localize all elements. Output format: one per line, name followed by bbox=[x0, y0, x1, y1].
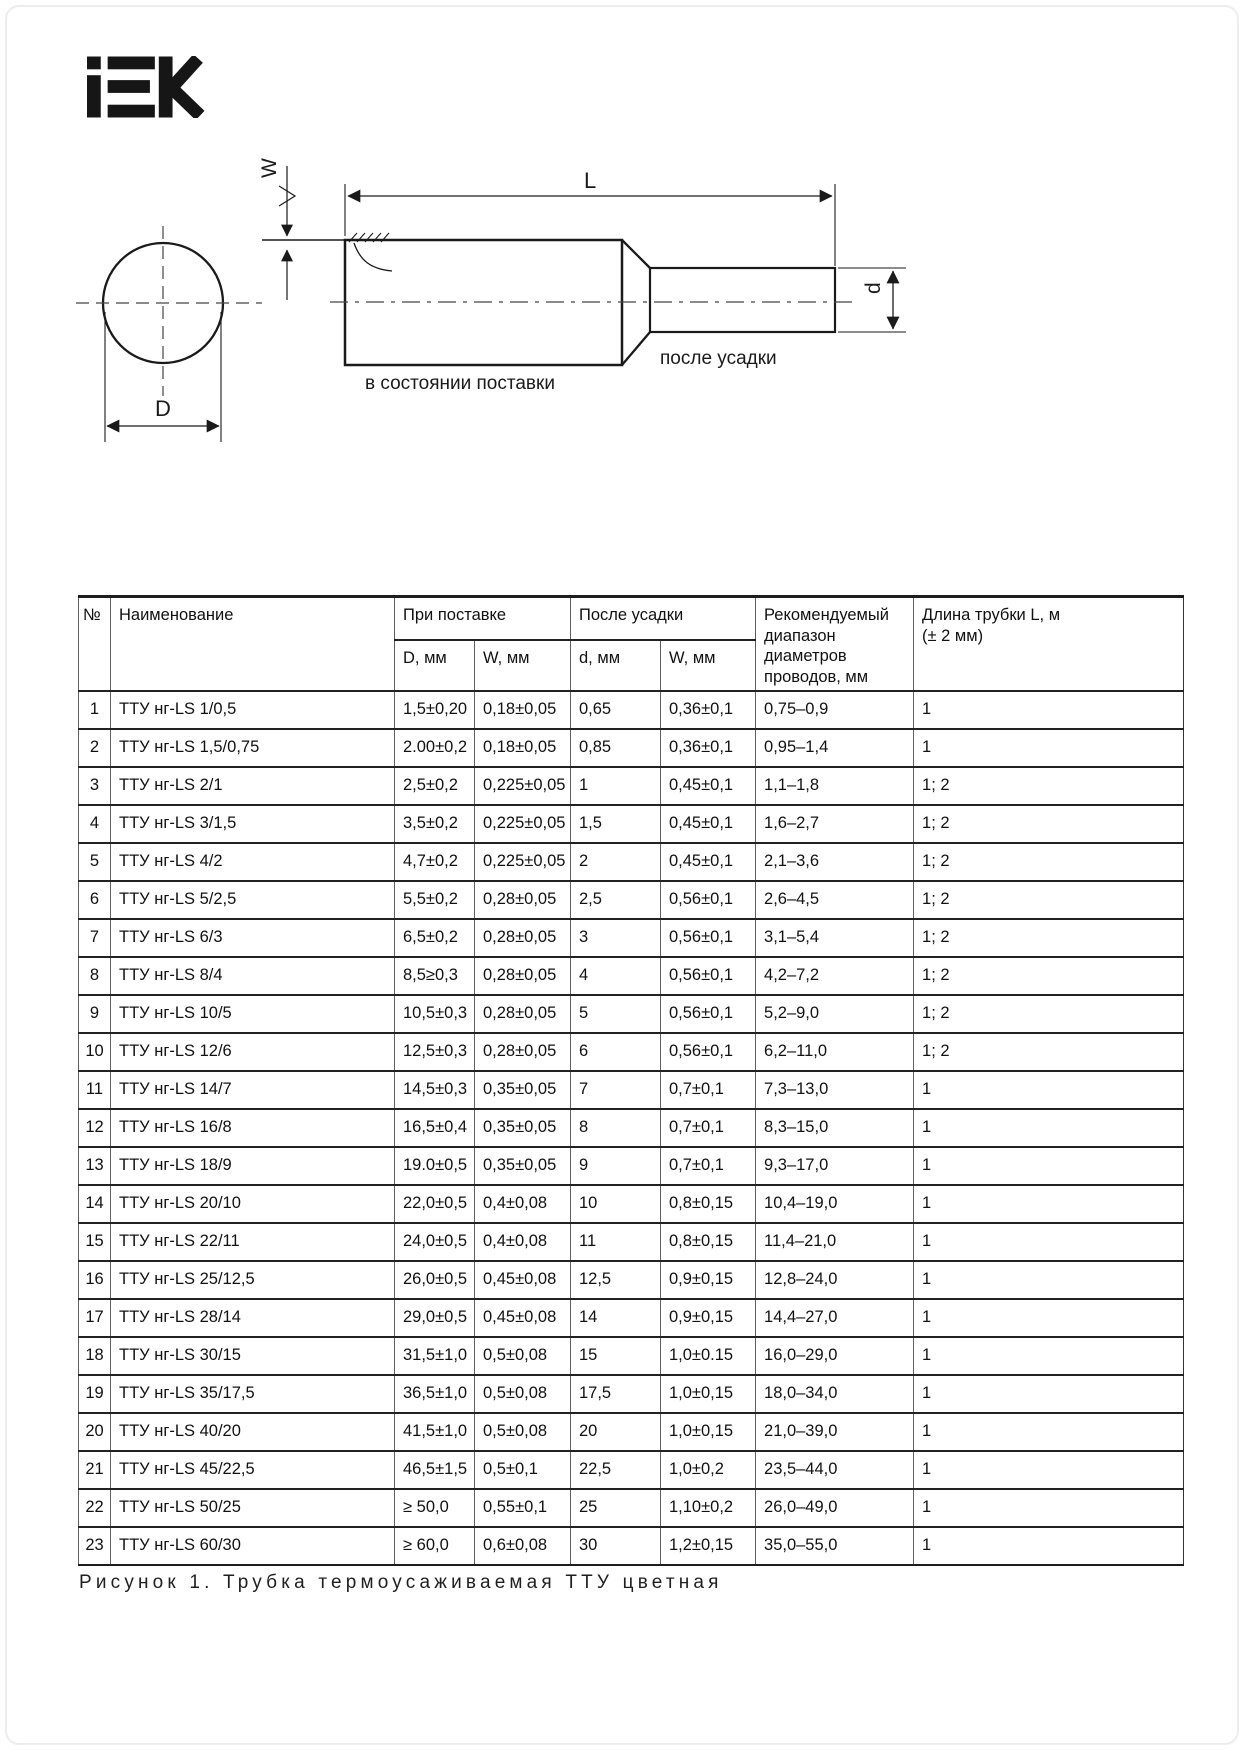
cell-num: 3 bbox=[79, 767, 111, 805]
cell-D-supply: ≥ 60,0 bbox=[395, 1527, 475, 1565]
cell-name: ТТУ нг-LS 12/6 bbox=[111, 1033, 395, 1071]
cell-range: 14,4–27,0 bbox=[756, 1299, 914, 1337]
cell-name: ТТУ нг-LS 4/2 bbox=[111, 843, 395, 881]
cell-D-supply: 36,5±1,0 bbox=[395, 1375, 475, 1413]
cell-name: ТТУ нг-LS 50/25 bbox=[111, 1489, 395, 1527]
dim-L bbox=[345, 184, 835, 266]
cell-name: ТТУ нг-LS 6/3 bbox=[111, 919, 395, 957]
cell-D-supply: 6,5±0,2 bbox=[395, 919, 475, 957]
cell-length: 1 bbox=[914, 1261, 1184, 1299]
cell-length: 1 bbox=[914, 729, 1184, 767]
cell-num: 14 bbox=[79, 1185, 111, 1223]
cell-range: 2,1–3,6 bbox=[756, 843, 914, 881]
cell-length: 1; 2 bbox=[914, 843, 1184, 881]
table-row bbox=[79, 1527, 1184, 1565]
table-row bbox=[79, 919, 1184, 957]
cell-name: ТТУ нг-LS 1/0,5 bbox=[111, 691, 395, 729]
cell-range: 12,8–24,0 bbox=[756, 1261, 914, 1299]
cell-name: ТТУ нг-LS 5/2,5 bbox=[111, 881, 395, 919]
end-view-circle bbox=[76, 226, 262, 442]
figure-caption: Рисунок 1. Трубка термоусаживаемая ТТУ цветная bbox=[79, 1572, 723, 1593]
table-row bbox=[79, 1337, 1184, 1375]
cell-range: 0,75–0,9 bbox=[756, 691, 914, 729]
cell-range: 1,1–1,8 bbox=[756, 767, 914, 805]
cell-W-after: 0,56±0,1 bbox=[661, 957, 756, 995]
cell-name: ТТУ нг-LS 1,5/0,75 bbox=[111, 729, 395, 767]
cell-W-supply: 0,225±0,05 bbox=[475, 843, 571, 881]
cell-length: 1 bbox=[914, 1489, 1184, 1527]
cell-length: 1 bbox=[914, 1527, 1184, 1565]
cell-num: 10 bbox=[79, 1033, 111, 1071]
cell-d-after: 14 bbox=[571, 1299, 661, 1337]
tube-drawing bbox=[0, 150, 1244, 480]
col-header-num: № bbox=[79, 597, 111, 691]
cell-W-after: 0,45±0,1 bbox=[661, 843, 756, 881]
dim-label-d: d bbox=[862, 282, 885, 294]
cell-W-after: 0,36±0,1 bbox=[661, 691, 756, 729]
cell-D-supply: 3,5±0,2 bbox=[395, 805, 475, 843]
cell-d-after: 22,5 bbox=[571, 1451, 661, 1489]
table-row bbox=[79, 1489, 1184, 1527]
cell-length: 1; 2 bbox=[914, 995, 1184, 1033]
cell-num: 11 bbox=[79, 1071, 111, 1109]
cell-W-supply: 0,5±0,08 bbox=[475, 1337, 571, 1375]
cell-D-supply: 24,0±0,5 bbox=[395, 1223, 475, 1261]
cell-W-supply: 0,225±0,05 bbox=[475, 805, 571, 843]
cell-D-supply: 29,0±0,5 bbox=[395, 1299, 475, 1337]
cell-name: ТТУ нг-LS 16/8 bbox=[111, 1109, 395, 1147]
iek-logo bbox=[87, 56, 205, 118]
cell-num: 1 bbox=[79, 691, 111, 729]
cell-num: 9 bbox=[79, 995, 111, 1033]
cell-range: 3,1–5,4 bbox=[756, 919, 914, 957]
cell-num: 12 bbox=[79, 1109, 111, 1147]
cell-W-after: 0,7±0,1 bbox=[661, 1147, 756, 1185]
cell-length: 1; 2 bbox=[914, 919, 1184, 957]
table-row bbox=[79, 1185, 1184, 1223]
cell-W-after: 0,8±0,15 bbox=[661, 1185, 756, 1223]
table-row bbox=[79, 1261, 1184, 1299]
cell-D-supply: 12,5±0,3 bbox=[395, 1033, 475, 1071]
cell-num: 5 bbox=[79, 843, 111, 881]
cell-name: ТТУ нг-LS 28/14 bbox=[111, 1299, 395, 1337]
cell-num: 4 bbox=[79, 805, 111, 843]
cell-W-supply: 0,35±0,05 bbox=[475, 1109, 571, 1147]
cell-d-after: 1 bbox=[571, 767, 661, 805]
cell-D-supply: 22,0±0,5 bbox=[395, 1185, 475, 1223]
cell-num: 2 bbox=[79, 729, 111, 767]
col-header-range: Рекомендуемый диапазон диаметров проводов, мм bbox=[756, 597, 914, 691]
table-row bbox=[79, 691, 1184, 729]
cell-name: ТТУ нг-LS 22/11 bbox=[111, 1223, 395, 1261]
col-header-name: Наименование bbox=[111, 597, 395, 691]
cell-range: 21,0–39,0 bbox=[756, 1413, 914, 1451]
cell-W-after: 0,7±0,1 bbox=[661, 1071, 756, 1109]
cell-W-supply: 0,28±0,05 bbox=[475, 1033, 571, 1071]
cell-length: 1 bbox=[914, 1413, 1184, 1451]
cell-num: 13 bbox=[79, 1147, 111, 1185]
cell-range: 5,2–9,0 bbox=[756, 995, 914, 1033]
cell-D-supply: 16,5±0,4 bbox=[395, 1109, 475, 1147]
table-row bbox=[79, 1033, 1184, 1071]
cell-D-supply: 1,5±0,20 bbox=[395, 691, 475, 729]
cell-range: 6,2–11,0 bbox=[756, 1033, 914, 1071]
table-row bbox=[79, 1071, 1184, 1109]
cell-W-after: 1,10±0,2 bbox=[661, 1489, 756, 1527]
cell-d-after: 12,5 bbox=[571, 1261, 661, 1299]
cell-W-supply: 0,5±0,08 bbox=[475, 1413, 571, 1451]
cell-name: ТТУ нг-LS 3/1,5 bbox=[111, 805, 395, 843]
cell-D-supply: 10,5±0,3 bbox=[395, 995, 475, 1033]
col-header-D-supply: D, мм bbox=[395, 640, 475, 690]
cell-length: 1 bbox=[914, 1147, 1184, 1185]
cell-length: 1 bbox=[914, 1451, 1184, 1489]
table-row bbox=[79, 1109, 1184, 1147]
cell-d-after: 2,5 bbox=[571, 881, 661, 919]
cell-W-after: 0,56±0,1 bbox=[661, 919, 756, 957]
cell-D-supply: 31,5±1,0 bbox=[395, 1337, 475, 1375]
cell-W-supply: 0,6±0,08 bbox=[475, 1527, 571, 1565]
table-row bbox=[79, 1223, 1184, 1261]
table-row bbox=[79, 1451, 1184, 1489]
dim-W bbox=[279, 166, 295, 300]
table-row bbox=[79, 729, 1184, 767]
cell-W-after: 0,7±0,1 bbox=[661, 1109, 756, 1147]
cell-D-supply: ≥ 50,0 bbox=[395, 1489, 475, 1527]
col-header-length-line2: (± 2 мм) bbox=[922, 626, 984, 645]
cell-d-after: 0,85 bbox=[571, 729, 661, 767]
cell-num: 21 bbox=[79, 1451, 111, 1489]
cell-W-after: 0,45±0,1 bbox=[661, 805, 756, 843]
table-row bbox=[79, 805, 1184, 843]
cell-d-after: 5 bbox=[571, 995, 661, 1033]
table-row bbox=[79, 1413, 1184, 1451]
cell-name: ТТУ нг-LS 14/7 bbox=[111, 1071, 395, 1109]
cell-d-after: 1,5 bbox=[571, 805, 661, 843]
label-supply-state: в состоянии поставки bbox=[365, 373, 555, 394]
dim-label-D: D bbox=[155, 396, 171, 421]
cell-name: ТТУ нг-LS 25/12,5 bbox=[111, 1261, 395, 1299]
cell-d-after: 25 bbox=[571, 1489, 661, 1527]
cell-D-supply: 4,7±0,2 bbox=[395, 843, 475, 881]
cell-name: ТТУ нг-LS 35/17,5 bbox=[111, 1375, 395, 1413]
cell-length: 1 bbox=[914, 1109, 1184, 1147]
cell-d-after: 17,5 bbox=[571, 1375, 661, 1413]
tube-supplied bbox=[262, 233, 622, 365]
col-group-supply: При поставке bbox=[395, 597, 571, 641]
cell-D-supply: 19.0±0,5 bbox=[395, 1147, 475, 1185]
cell-D-supply: 14,5±0,3 bbox=[395, 1071, 475, 1109]
cell-D-supply: 2.00±0,2 bbox=[395, 729, 475, 767]
cell-W-after: 0,9±0,15 bbox=[661, 1261, 756, 1299]
label-after-shrink: после усадки bbox=[660, 348, 777, 369]
cell-W-after: 1,0±0,15 bbox=[661, 1375, 756, 1413]
cell-num: 18 bbox=[79, 1337, 111, 1375]
table-row bbox=[79, 843, 1184, 881]
cell-d-after: 10 bbox=[571, 1185, 661, 1223]
cell-range: 8,3–15,0 bbox=[756, 1109, 914, 1147]
cell-range: 11,4–21,0 bbox=[756, 1223, 914, 1261]
cell-W-supply: 0,55±0,1 bbox=[475, 1489, 571, 1527]
cell-W-supply: 0,18±0,05 bbox=[475, 691, 571, 729]
cell-num: 20 bbox=[79, 1413, 111, 1451]
cell-W-after: 0,56±0,1 bbox=[661, 995, 756, 1033]
dim-label-W: W bbox=[258, 158, 281, 178]
table-row bbox=[79, 881, 1184, 919]
cell-D-supply: 26,0±0,5 bbox=[395, 1261, 475, 1299]
cell-d-after: 30 bbox=[571, 1527, 661, 1565]
cell-W-supply: 0,4±0,08 bbox=[475, 1223, 571, 1261]
cell-range: 10,4–19,0 bbox=[756, 1185, 914, 1223]
cell-length: 1 bbox=[914, 1375, 1184, 1413]
cell-length: 1 bbox=[914, 1337, 1184, 1375]
cell-W-supply: 0,18±0,05 bbox=[475, 729, 571, 767]
cell-W-after: 1,0±0.15 bbox=[661, 1337, 756, 1375]
cell-W-supply: 0,225±0,05 bbox=[475, 767, 571, 805]
col-group-after: После усадки bbox=[571, 597, 756, 641]
cell-range: 23,5–44,0 bbox=[756, 1451, 914, 1489]
cell-d-after: 4 bbox=[571, 957, 661, 995]
cell-num: 6 bbox=[79, 881, 111, 919]
cell-W-supply: 0,4±0,08 bbox=[475, 1185, 571, 1223]
cell-length: 1 bbox=[914, 1185, 1184, 1223]
cell-W-supply: 0,35±0,05 bbox=[475, 1071, 571, 1109]
cell-num: 17 bbox=[79, 1299, 111, 1337]
cell-W-after: 0,56±0,1 bbox=[661, 1033, 756, 1071]
cell-name: ТТУ нг-LS 10/5 bbox=[111, 995, 395, 1033]
table-row bbox=[79, 1147, 1184, 1185]
cell-num: 16 bbox=[79, 1261, 111, 1299]
cell-W-supply: 0,28±0,05 bbox=[475, 957, 571, 995]
col-header-W-supply: W, мм bbox=[475, 640, 571, 690]
cell-name: ТТУ нг-LS 60/30 bbox=[111, 1527, 395, 1565]
cell-W-after: 0,36±0,1 bbox=[661, 729, 756, 767]
cell-length: 1; 2 bbox=[914, 957, 1184, 995]
table-row bbox=[79, 1375, 1184, 1413]
cell-range: 2,6–4,5 bbox=[756, 881, 914, 919]
cell-d-after: 9 bbox=[571, 1147, 661, 1185]
cell-length: 1 bbox=[914, 1223, 1184, 1261]
spec-table bbox=[78, 595, 1184, 1566]
cell-d-after: 11 bbox=[571, 1223, 661, 1261]
col-header-W-after: W, мм bbox=[661, 640, 756, 690]
cell-D-supply: 5,5±0,2 bbox=[395, 881, 475, 919]
cell-length: 1; 2 bbox=[914, 1033, 1184, 1071]
cell-range: 16,0–29,0 bbox=[756, 1337, 914, 1375]
cell-range: 35,0–55,0 bbox=[756, 1527, 914, 1565]
cell-length: 1 bbox=[914, 1299, 1184, 1337]
cell-d-after: 3 bbox=[571, 919, 661, 957]
cell-range: 26,0–49,0 bbox=[756, 1489, 914, 1527]
cell-W-supply: 0,35±0,05 bbox=[475, 1147, 571, 1185]
cell-length: 1; 2 bbox=[914, 805, 1184, 843]
cell-name: ТТУ нг-LS 30/15 bbox=[111, 1337, 395, 1375]
cell-range: 18,0–34,0 bbox=[756, 1375, 914, 1413]
cell-range: 9,3–17,0 bbox=[756, 1147, 914, 1185]
cell-range: 0,95–1,4 bbox=[756, 729, 914, 767]
cell-d-after: 20 bbox=[571, 1413, 661, 1451]
dim-d bbox=[838, 268, 906, 332]
cell-W-supply: 0,45±0,08 bbox=[475, 1299, 571, 1337]
cell-d-after: 7 bbox=[571, 1071, 661, 1109]
cell-length: 1 bbox=[914, 1071, 1184, 1109]
cell-W-after: 0,56±0,1 bbox=[661, 881, 756, 919]
cell-d-after: 2 bbox=[571, 843, 661, 881]
cell-num: 23 bbox=[79, 1527, 111, 1565]
cell-W-supply: 0,28±0,05 bbox=[475, 919, 571, 957]
cell-W-after: 0,9±0,15 bbox=[661, 1299, 756, 1337]
table-row bbox=[79, 995, 1184, 1033]
col-header-length-line1: Длина трубки L, м bbox=[922, 606, 1061, 624]
cell-name: ТТУ нг-LS 40/20 bbox=[111, 1413, 395, 1451]
table-row bbox=[79, 957, 1184, 995]
cell-num: 22 bbox=[79, 1489, 111, 1527]
cell-range: 7,3–13,0 bbox=[756, 1071, 914, 1109]
cell-W-supply: 0,28±0,05 bbox=[475, 881, 571, 919]
cell-range: 4,2–7,2 bbox=[756, 957, 914, 995]
cell-W-after: 1,0±0,2 bbox=[661, 1451, 756, 1489]
dim-label-L: L bbox=[584, 168, 597, 193]
col-header-d-after: d, мм bbox=[571, 640, 661, 690]
cell-range: 1,6–2,7 bbox=[756, 805, 914, 843]
cell-d-after: 15 bbox=[571, 1337, 661, 1375]
table-row bbox=[79, 1299, 1184, 1337]
table-row bbox=[79, 767, 1184, 805]
cell-D-supply: 2,5±0,2 bbox=[395, 767, 475, 805]
cell-W-supply: 0,5±0,1 bbox=[475, 1451, 571, 1489]
cell-W-after: 1,2±0,15 bbox=[661, 1527, 756, 1565]
cell-length: 1; 2 bbox=[914, 767, 1184, 805]
cell-W-after: 1,0±0,15 bbox=[661, 1413, 756, 1451]
cell-d-after: 8 bbox=[571, 1109, 661, 1147]
cell-length: 1; 2 bbox=[914, 881, 1184, 919]
cell-W-supply: 0,28±0,05 bbox=[475, 995, 571, 1033]
cell-W-supply: 0,45±0,08 bbox=[475, 1261, 571, 1299]
cell-num: 15 bbox=[79, 1223, 111, 1261]
cell-name: ТТУ нг-LS 18/9 bbox=[111, 1147, 395, 1185]
cell-D-supply: 41,5±1,0 bbox=[395, 1413, 475, 1451]
cell-name: ТТУ нг-LS 2/1 bbox=[111, 767, 395, 805]
cell-W-after: 0,45±0,1 bbox=[661, 767, 756, 805]
col-header-length bbox=[914, 597, 1184, 691]
cell-D-supply: 46,5±1,5 bbox=[395, 1451, 475, 1489]
cell-name: ТТУ нг-LS 8/4 bbox=[111, 957, 395, 995]
cell-d-after: 0,65 bbox=[571, 691, 661, 729]
cell-num: 19 bbox=[79, 1375, 111, 1413]
cell-d-after: 6 bbox=[571, 1033, 661, 1071]
spec-table-body bbox=[79, 691, 1184, 1565]
cell-num: 8 bbox=[79, 957, 111, 995]
cell-W-supply: 0,5±0,08 bbox=[475, 1375, 571, 1413]
cell-D-supply: 8,5≥0,3 bbox=[395, 957, 475, 995]
cell-length: 1 bbox=[914, 691, 1184, 729]
cell-num: 7 bbox=[79, 919, 111, 957]
cell-name: ТТУ нг-LS 20/10 bbox=[111, 1185, 395, 1223]
cell-W-after: 0,8±0,15 bbox=[661, 1223, 756, 1261]
cell-name: ТТУ нг-LS 45/22,5 bbox=[111, 1451, 395, 1489]
